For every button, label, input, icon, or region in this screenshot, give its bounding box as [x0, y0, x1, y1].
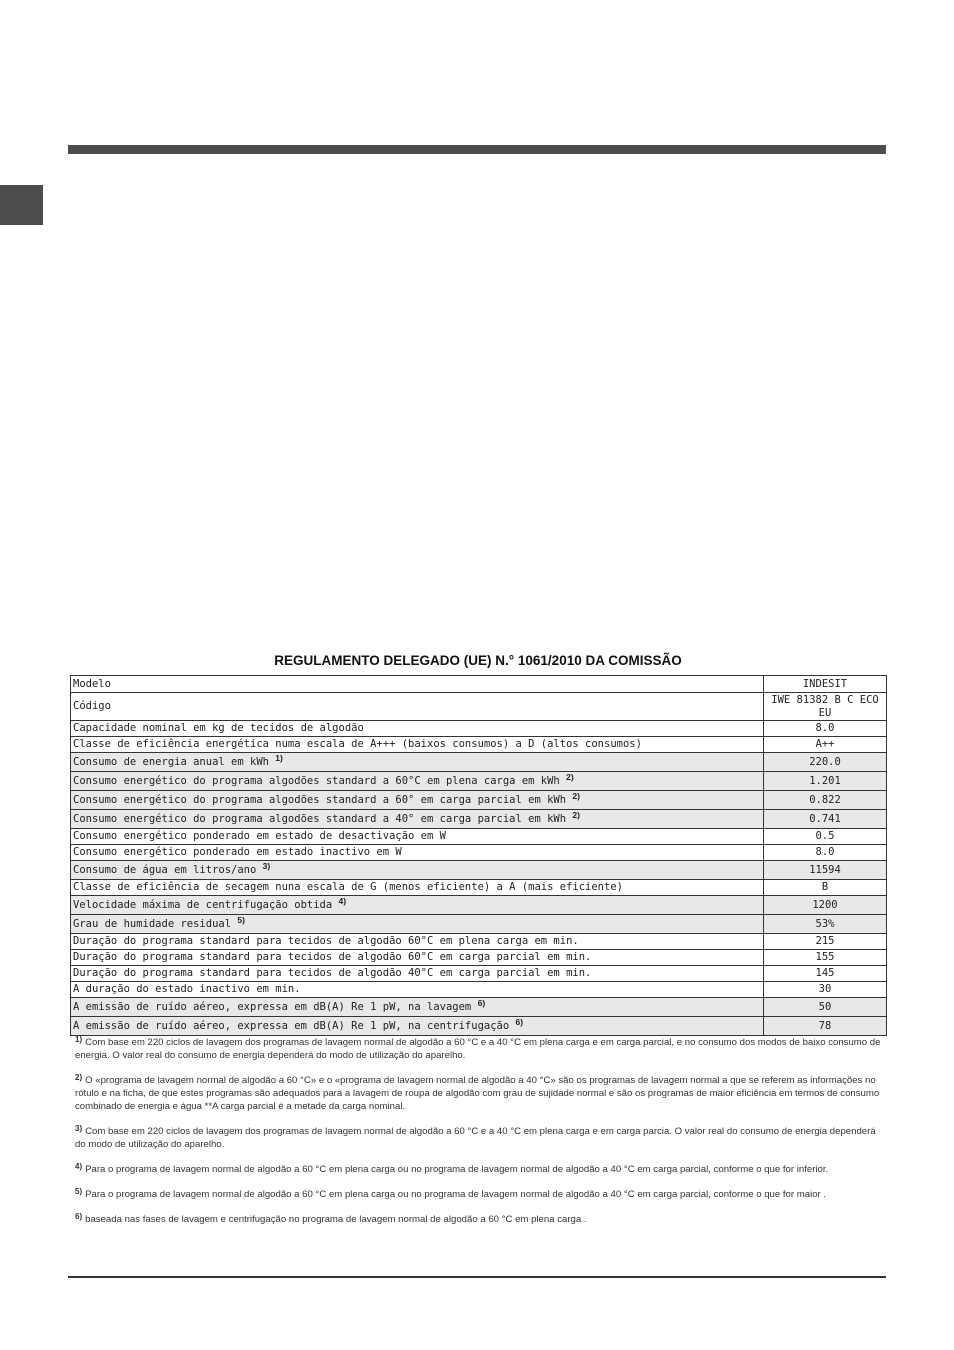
row-value: 0.741 — [764, 810, 887, 829]
row-label: Consumo energético ponderado em estado inactivo em W — [71, 845, 764, 861]
row-label: A emissão de ruído aéreo, expressa em dB(A) Re 1 pW, na lavagem $^{6)}$ — [71, 998, 764, 1017]
table-row — [71, 721, 887, 737]
footnote-number: 1) — [75, 1035, 83, 1044]
row-label: Consumo de água em litros/ano $^{3)}$ — [71, 861, 764, 880]
footnote-text: O «programa de lavagem normal de algodão a 60 °C» e o «programa de lavagem normal de algodão a 40 °C» são os programas de lavagem normal a que se referem as informações no rótulo e na ficha, de que estes programas são adequados para a lavagem de roupa de algodão com grau de sujidade normal e são os programas de maior eficiência em termos de consumo combinado de energia e água **A carga parcial é a metade da carga nominal. — [75, 1075, 880, 1112]
footnote-ref: 2) — [572, 809, 580, 820]
row-value: 0.822 — [764, 791, 887, 810]
footnote-text: baseada nas fases de lavagem e centrifugação no programa de lavagem normal de algodão a 60 °C em plena carga . — [85, 1214, 587, 1225]
header-rule — [68, 145, 886, 154]
row-label: Duração do programa standard para tecidos de algodão 40°C em carga parcial em min. — [71, 966, 764, 982]
row-label: Classe de eficiência de secagem nuna escala de G (menos eficiente) a A (mais eficiente) — [71, 880, 764, 896]
row-label: Velocidade máxima de centrifugação obtida $^{4)}$ — [71, 896, 764, 915]
row-label: Grau de humidade residual $^{5)}$ — [71, 915, 764, 934]
row-value: 30 — [764, 982, 887, 998]
row-label: Código — [71, 693, 764, 721]
footnote — [75, 1213, 887, 1226]
footnotes — [75, 1036, 887, 1238]
footnote — [75, 1074, 887, 1113]
table-row — [71, 791, 887, 810]
row-value: 220.0 — [764, 753, 887, 772]
footnote-text: Com base em 220 ciclos de lavagem dos programas de lavagem normal de algodão a 60 °C e a 40 °C em plena carga e em carga parcial, e no consumo dos modos de baixo consumo de energia. O valor real do consumo de energia dependerá do modo de utilização do aparelho. — [75, 1037, 881, 1061]
footnote-number: 4) — [75, 1162, 83, 1171]
row-label: Capacidade nominal em kg de tecidos de algodão — [71, 721, 764, 737]
row-label: Consumo energético do programa algodões standard a 60° em carga parcial em kWh $^{2)}$ — [71, 791, 764, 810]
row-value: 145 — [764, 966, 887, 982]
footnote-text: Para o programa de lavagem normal de algodão a 60 °C em plena carga ou no programa de lavagem normal de algodão a 40 °C em carga parcial, conforme o que for maior . — [85, 1189, 827, 1200]
row-label: Modelo — [71, 676, 764, 693]
row-label: Consumo energético do programa algodões standard a 40° em carga parcial em kWh $^{2)}$ — [71, 810, 764, 829]
footnote — [75, 1036, 887, 1062]
footnote-ref: 5) — [237, 914, 245, 925]
footnote-ref: 2) — [566, 771, 574, 782]
footnote-number: 2) — [75, 1073, 83, 1082]
row-value: 78 — [764, 1017, 887, 1036]
footnote-number: 6) — [75, 1212, 83, 1221]
footnote — [75, 1188, 887, 1201]
row-value: A++ — [764, 737, 887, 753]
footnote-ref: 1) — [275, 752, 283, 763]
footnote-text: Para o programa de lavagem normal de algodão a 60 °C em plena carga ou no programa de lavagem normal de algodão a 40 °C em carga parcial, conforme o que for inferior. — [85, 1164, 829, 1175]
table-row — [71, 737, 887, 753]
footnote-ref: 2) — [572, 790, 580, 801]
row-value: 11594 — [764, 861, 887, 880]
row-value: 1200 — [764, 896, 887, 915]
footnote-text: Com base em 220 ciclos de lavagem dos programas de lavagem normal de algodão a 60 °C e a 40 °C em plena carga e em carga parcia. O valor real do consumo de energia dependerá do modo de utilização do aparelho. — [75, 1126, 876, 1150]
row-value: 0.5 — [764, 829, 887, 845]
footnote-ref: 6) — [477, 997, 486, 1008]
footnote — [75, 1125, 887, 1151]
table-row — [71, 982, 887, 998]
specifications-table — [70, 675, 887, 1036]
table-row — [71, 915, 887, 934]
row-label: Classe de eficiência energética numa escala de A+++ (baixos consumos) a D (altos consumos) — [71, 737, 764, 753]
footnote-number: 5) — [75, 1187, 83, 1196]
table-row — [71, 1017, 887, 1036]
row-value: 50 — [764, 998, 887, 1017]
row-value: 1.201 — [764, 772, 887, 791]
footnote — [75, 1163, 887, 1176]
regulation-title: REGULAMENTO DELEGADO (UE) N.° 1061/2010 DA COMISSÃO — [274, 653, 682, 668]
table-row — [71, 676, 887, 693]
row-label: Consumo de energia anual em kWh $^{1)}$ — [71, 753, 764, 772]
footnote-ref: 3) — [262, 860, 271, 871]
row-value: B — [764, 880, 887, 896]
row-value: 8.0 — [764, 845, 887, 861]
table-row — [71, 693, 887, 721]
table-row — [71, 829, 887, 845]
row-value: 155 — [764, 950, 887, 966]
table-row — [71, 998, 887, 1017]
table-row — [71, 934, 887, 950]
table-row — [71, 845, 887, 861]
table-row — [71, 950, 887, 966]
row-value: 215 — [764, 934, 887, 950]
table-row — [71, 966, 887, 982]
section-tab — [0, 185, 43, 225]
row-label: A duração do estado inactivo em min. — [71, 982, 764, 998]
row-value: 53% — [764, 915, 887, 934]
footnote-ref: 6) — [515, 1016, 524, 1027]
table-row — [71, 861, 887, 880]
footer-rule — [68, 1276, 886, 1278]
footnote-number: 3) — [75, 1124, 83, 1133]
row-label: A emissão de ruído aéreo, expressa em dB(A) Re 1 pW, na centrifugação $^{6)}$ — [71, 1017, 764, 1036]
footnote-ref: 4) — [338, 895, 347, 906]
row-value: 8.0 — [764, 721, 887, 737]
row-value: INDESIT — [764, 676, 887, 693]
table-row — [71, 810, 887, 829]
row-label: Consumo energético ponderado em estado de desactivação em W — [71, 829, 764, 845]
row-value: IWE 81382 B C ECO EU — [764, 693, 887, 721]
row-label: Consumo energético do programa algodões standard a 60°C em plena carga em kWh $^{2)}$ — [71, 772, 764, 791]
table-row — [71, 880, 887, 896]
row-label: Duração do programa standard para tecidos de algodão 60°C em plena carga em min. — [71, 934, 764, 950]
row-label: Duração do programa standard para tecidos de algodão 60°C em carga parcial em min. — [71, 950, 764, 966]
table-row — [71, 772, 887, 791]
table-row — [71, 896, 887, 915]
table-row — [71, 753, 887, 772]
